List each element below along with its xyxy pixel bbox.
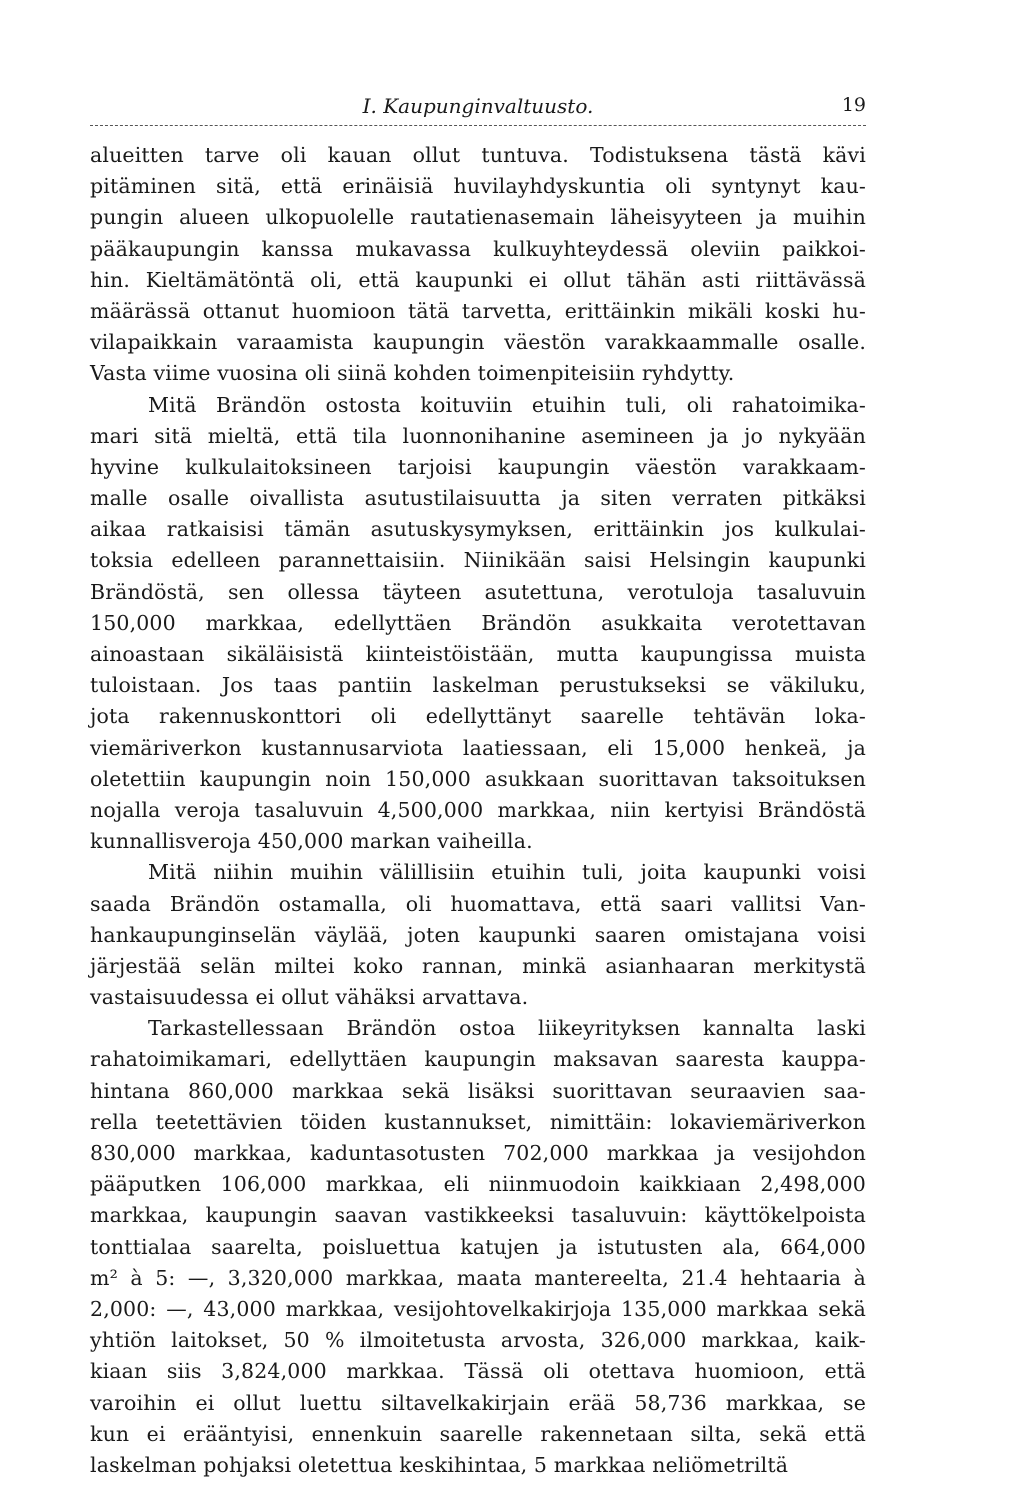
text-line: ainoastaan sikäläisistä kiinteistöistään, mutta kaupungissa muista — [90, 642, 866, 666]
text-line: määrässä ottanut huomioon tätä tarvetta, erittäinkin mikäli koski hu- — [90, 298, 866, 323]
text-line: m² à 5: —, 3,320,000 markkaa, maata mantereelta, 21.4 hehtaaria à — [90, 1265, 866, 1290]
text-line: varoihin ei ollut luettu siltavelkakirjain erää 58,736 markkaa, se — [90, 1390, 866, 1415]
paragraph — [90, 140, 866, 390]
text-line: pääkaupungin kanssa mukavassa kulkuyhteydessä oleviin paikkoi- — [90, 236, 866, 261]
text-line: vastaisuudessa ei ollut vähäksi arvattava. — [90, 985, 529, 1010]
text-line: pungin alueen ulkopuolelle rautatienasemain läheisyyteen ja muihin — [90, 205, 866, 230]
text-line: hyvine kulkulaitoksineen tarjoisi kaupungin väestön varakkaam- — [90, 454, 866, 479]
text-line: kun ei erääntyisi, ennenkuin saarelle rakennetaan silta, sekä että — [90, 1421, 866, 1446]
body-text — [90, 140, 866, 1481]
text-line: vilapaikkain varaamista kaupungin väestön varakkaammalle osalle. — [90, 330, 866, 355]
text-line: markkaa, kaupungin saavan vastikkeeksi tasaluvuin: käyttökelpoista — [90, 1203, 866, 1228]
text-line: 150,000 markkaa, edellyttäen Brändön asukkaita verotettavan — [90, 610, 866, 635]
text-line: malle osalle oivallista asutustilaisuutta ja siten verraten pitkäksi — [90, 486, 866, 511]
text-line: kiaan siis 3,824,000 markkaa. Tässä oli otettava huomioon, että — [90, 1359, 866, 1384]
header-rule — [90, 125, 866, 126]
text-line: 2,000: —, 43,000 markkaa, vesijohtovelkakirjoja 135,000 markkaa sekä — [90, 1296, 866, 1321]
text-line: kunnallisveroja 450,000 markan vaiheilla. — [90, 829, 533, 854]
text-line: 830,000 markkaa, kaduntasotusten 702,000 markkaa ja vesijohdon — [90, 1141, 866, 1165]
text-line: laskelman pohjaksi oletettua keskihintaa, 5 markkaa neliömetriltä — [90, 1452, 789, 1477]
text-line: järjestää selän miltei koko rannan, minkä asianhaaran merkitystä — [90, 953, 866, 978]
text-line: Mitä Brändön ostosta koituviin etuihin tuli, oli rahatoimika- — [148, 392, 866, 417]
text-line: toksia edelleen parannettaisiin. Niinikään saisi Helsingin kaupunki — [90, 548, 866, 573]
text-line: jota rakennuskonttori oli edellyttänyt saarelle tehtävän loka- — [90, 704, 866, 729]
text-line: alueitten tarve oli kauan ollut tuntuva. Todistuksena tästä kävi — [90, 143, 866, 167]
text-line: yhtiön laitokset, 50 % ilmoitetusta arvosta, 326,000 markkaa, kaik- — [90, 1328, 866, 1353]
text-line: hankaupunginselän väylää, joten kaupunki saaren omistajana voisi — [90, 922, 866, 947]
text-line: rella teetettävien töiden kustannukset, nimittäin: lokaviemäriverkon — [90, 1109, 866, 1134]
paragraph — [90, 857, 866, 1013]
page-number: 19 — [841, 94, 866, 116]
text-line: Mitä niihin muihin välillisiin etuihin tuli, joita kaupunki voisi — [148, 860, 866, 885]
text-line: viemäriverkon kustannusarviota laatiessaan, eli 15,000 henkeä, ja — [90, 735, 866, 760]
text-line: Brändöstä, sen ollessa täyteen asutettuna, verotuloja tasaluvuin — [90, 579, 866, 604]
paragraph — [90, 390, 866, 858]
text-line: nojalla veroja tasaluvuin 4,500,000 markkaa, niin kertyisi Brändöstä — [90, 797, 866, 822]
text-line: rahatoimikamari, edellyttäen kaupungin maksavan saaresta kauppa- — [90, 1047, 866, 1072]
text-line: pitäminen sitä, että erinäisiä huvilayhdyskuntia oli syntynyt kau- — [90, 174, 866, 199]
text-line: tuloistaan. Jos taas pantiin laskelman perustukseksi se väkiluku, — [90, 673, 866, 698]
text-line: oletettiin kaupungin noin 150,000 asukkaan suorittavan taksoituksen — [90, 766, 866, 791]
paragraph — [90, 1013, 866, 1481]
text-line: mari sitä mieltä, että tila luonnonihanine asemineen ja jo nykyään — [90, 423, 866, 448]
text-line: hin. Kieltämätöntä oli, että kaupunki ei ollut tähän asti riittävässä — [90, 267, 866, 292]
text-line: hintana 860,000 markkaa sekä lisäksi suorittavan seuraavien saa- — [90, 1078, 866, 1103]
text-line: pääputken 106,000 markkaa, eli niinmuodoin kaikkiaan 2,498,000 — [90, 1172, 866, 1197]
text-line: aikaa ratkaisisi tämän asutuskysymyksen, erittäinkin jos kulkulai- — [90, 517, 866, 542]
text-line: Tarkastellessaan Brändön ostoa liikeyrityksen kannalta laski — [148, 1016, 866, 1041]
running-header-title: I. Kaupunginvaltuusto. — [362, 94, 594, 118]
running-header — [90, 88, 866, 120]
text-line: Vasta viime vuosina oli siinä kohden toimenpiteisiin ryhdytty. — [90, 361, 735, 386]
text-line: tonttialaa saarelta, poisluettua katujen ja istutusten ala, 664,000 — [90, 1234, 866, 1259]
text-line: saada Brändön ostamalla, oli huomattava, että saari vallitsi Van- — [90, 891, 866, 916]
